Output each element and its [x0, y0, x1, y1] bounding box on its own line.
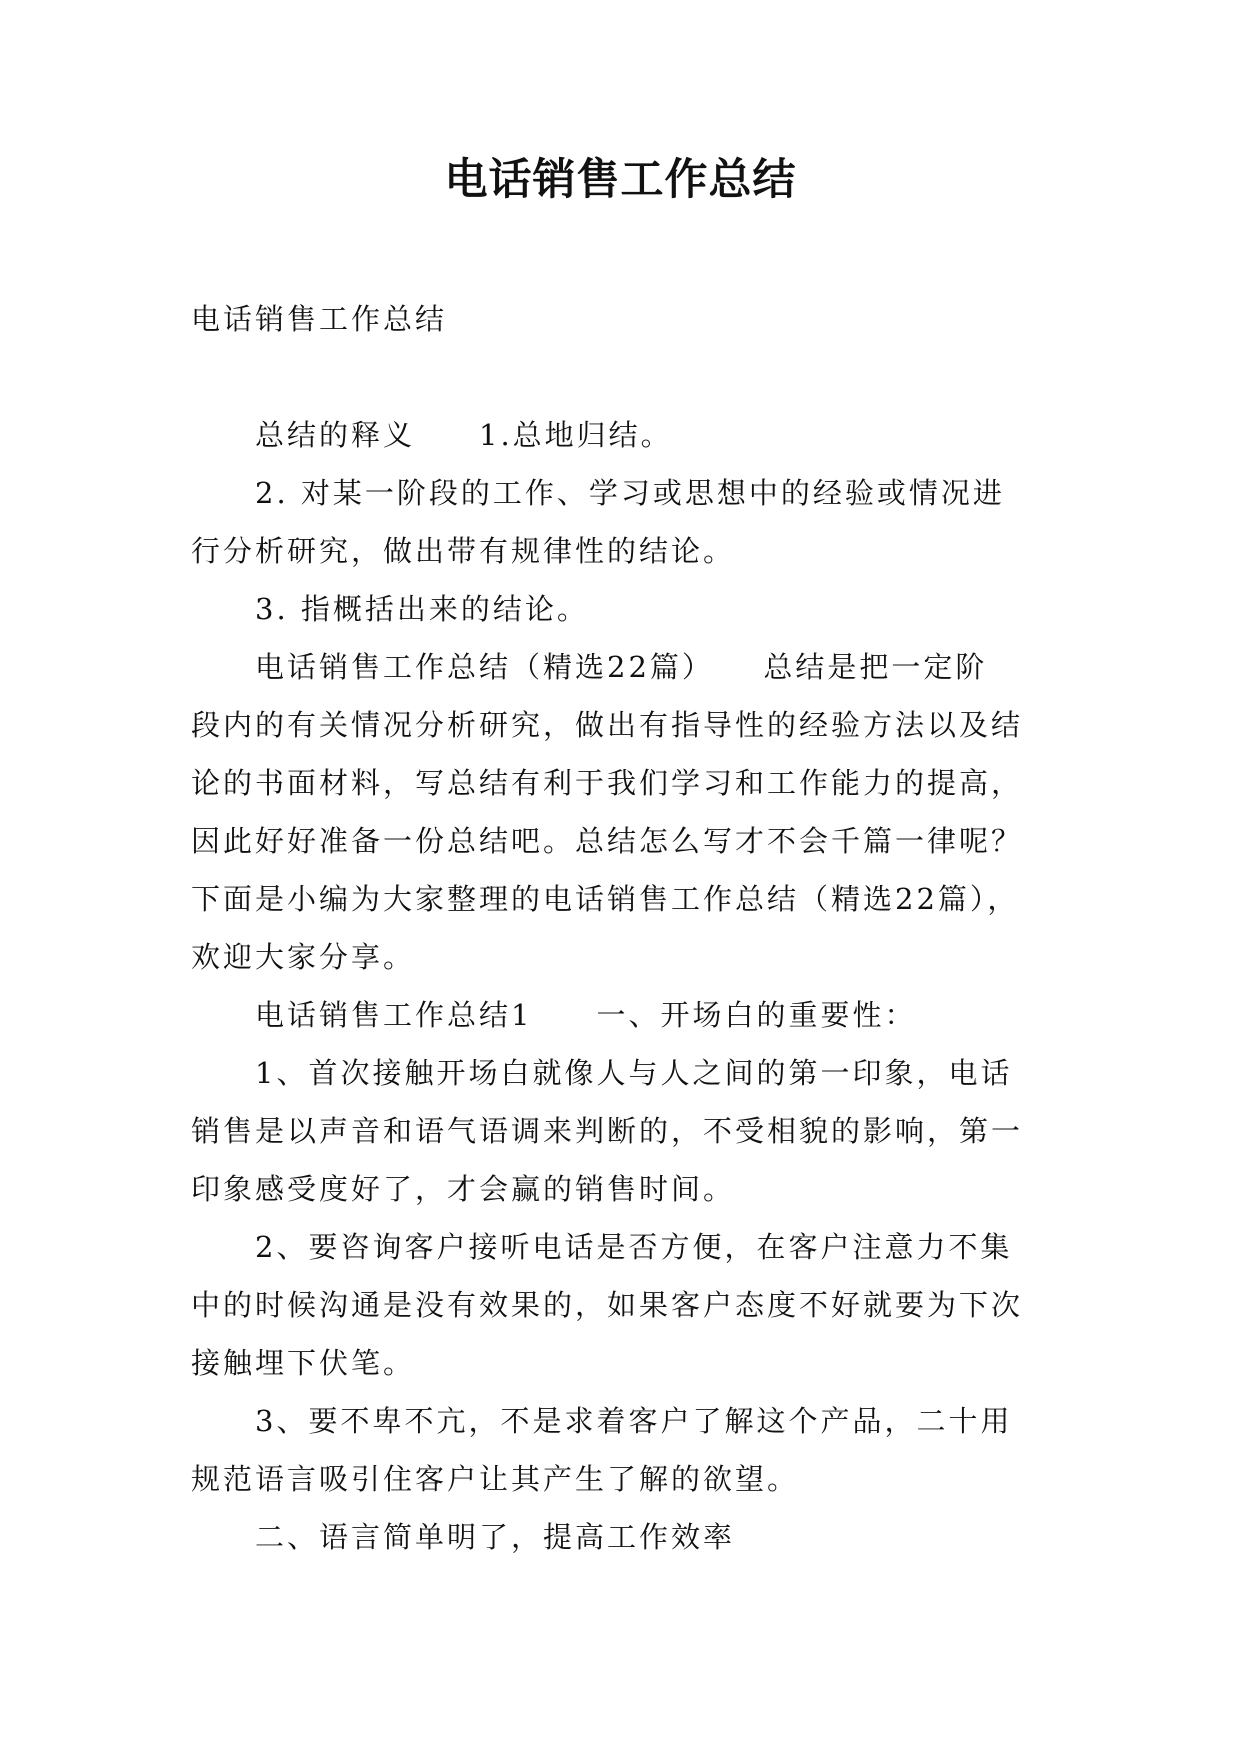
paragraph-line: 3. 指概括出来的结论。 [255, 592, 589, 626]
paragraph-line: 总结的释义 1.总地归结。 [255, 418, 673, 452]
paragraph-line: 因此好好准备一份总结吧。总结怎么写才不会千篇一律呢？ [191, 824, 1024, 858]
paragraph-line: 行分析研究，做出带有规律性的结论。 [191, 534, 736, 568]
document-body [191, 290, 1054, 1566]
paragraph-line: 段内的有关情况分析研究，做出有指导性的经验方法以及结 [191, 708, 1024, 742]
paragraph-line: 印象感受度好了，才会赢的销售时间。 [191, 1172, 736, 1206]
document-title: 电话销售工作总结 [444, 155, 797, 205]
paragraph-line: 论的书面材料，写总结有利于我们学习和工作能力的提高， [191, 766, 1024, 800]
paragraph-line: 2、要咨询客户接听电话是否方便，在客户注意力不集 [255, 1230, 1013, 1264]
paragraph-line: 中的时候沟通是没有效果的，如果客户态度不好就要为下次 [191, 1288, 1024, 1322]
subtitle-line: 电话销售工作总结 [191, 302, 448, 336]
paragraph-line: 二、语言简单明了，提高工作效率 [255, 1520, 736, 1554]
paragraph-line: 2. 对某一阶段的工作、学习或思想中的经验或情况进 [255, 476, 1005, 510]
paragraph-line: 接触埋下伏笔。 [191, 1346, 416, 1380]
paragraph-line: 电话销售工作总结1 一、开场白的重要性： [255, 998, 917, 1032]
paragraph-line: 规范语言吸引住客户让其产生了解的欲望。 [191, 1462, 800, 1496]
paragraph-line: 1、首次接触开场白就像人与人之间的第一印象，电话 [255, 1056, 1013, 1090]
paragraph-line: 下面是小编为大家整理的电话销售工作总结（精选22篇）， [191, 882, 1020, 916]
paragraph-line: 销售是以声音和语气语调来判断的，不受相貌的影响，第一 [191, 1114, 1024, 1148]
paragraph-line: 电话销售工作总结（精选22篇） 总结是把一定阶 [255, 650, 988, 684]
paragraph-line: 欢迎大家分享。 [191, 940, 416, 974]
paragraph-line: 3、要不卑不亢，不是求着客户了解这个产品，二十用 [255, 1404, 1013, 1438]
